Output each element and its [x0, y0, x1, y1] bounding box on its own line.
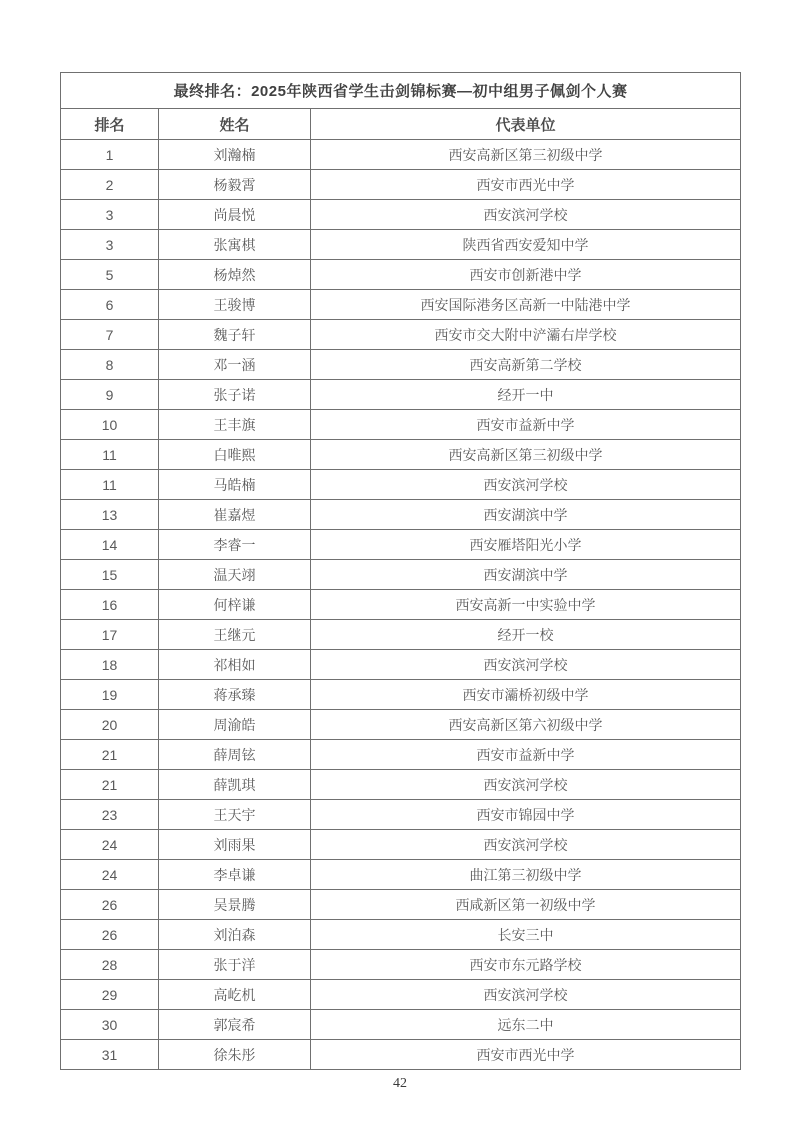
rank-cell: 28 [61, 950, 159, 980]
unit-cell: 西安滨河学校 [311, 830, 741, 860]
rank-cell: 16 [61, 590, 159, 620]
unit-cell: 陕西省西安爱知中学 [311, 230, 741, 260]
table-row [61, 440, 741, 470]
table-row [61, 890, 741, 920]
rank-cell: 9 [61, 380, 159, 410]
unit-cell: 西安市益新中学 [311, 740, 741, 770]
rank-cell: 17 [61, 620, 159, 650]
rank-cell: 15 [61, 560, 159, 590]
name-cell: 崔嘉煜 [159, 500, 311, 530]
name-cell: 薛周铉 [159, 740, 311, 770]
table-row [61, 590, 741, 620]
name-cell: 高屹机 [159, 980, 311, 1010]
rank-cell: 18 [61, 650, 159, 680]
name-cell: 马皓楠 [159, 470, 311, 500]
table-title-row [61, 73, 741, 109]
unit-cell: 曲江第三初级中学 [311, 860, 741, 890]
name-cell: 薛凯琪 [159, 770, 311, 800]
name-cell: 刘泊森 [159, 920, 311, 950]
table-row [61, 290, 741, 320]
table-row [61, 710, 741, 740]
table-row [61, 530, 741, 560]
rank-cell: 1 [61, 140, 159, 170]
rank-cell: 24 [61, 830, 159, 860]
unit-cell: 西安滨河学校 [311, 980, 741, 1010]
name-cell: 张子诺 [159, 380, 311, 410]
table-row [61, 230, 741, 260]
table-row [61, 770, 741, 800]
name-cell: 徐朱彤 [159, 1040, 311, 1070]
rank-cell: 29 [61, 980, 159, 1010]
unit-cell: 经开一校 [311, 620, 741, 650]
name-cell: 吴景腾 [159, 890, 311, 920]
unit-cell: 西安雁塔阳光小学 [311, 530, 741, 560]
name-cell: 王骏博 [159, 290, 311, 320]
table-row [61, 920, 741, 950]
name-cell: 杨焯然 [159, 260, 311, 290]
unit-cell: 西安高新区第三初级中学 [311, 140, 741, 170]
rank-cell: 10 [61, 410, 159, 440]
table-row [61, 410, 741, 440]
header-rank: 排名 [61, 109, 159, 140]
rank-cell: 5 [61, 260, 159, 290]
rank-cell: 23 [61, 800, 159, 830]
table-row [61, 350, 741, 380]
name-cell: 周渝皓 [159, 710, 311, 740]
unit-cell: 西安市益新中学 [311, 410, 741, 440]
name-cell: 白唯熙 [159, 440, 311, 470]
table-row [61, 500, 741, 530]
rank-cell: 3 [61, 230, 159, 260]
rank-cell: 26 [61, 890, 159, 920]
rank-cell: 11 [61, 440, 159, 470]
rank-cell: 21 [61, 740, 159, 770]
unit-cell: 西安市锦园中学 [311, 800, 741, 830]
unit-cell: 西安滨河学校 [311, 470, 741, 500]
rank-cell: 26 [61, 920, 159, 950]
unit-cell: 西安市灞桥初级中学 [311, 680, 741, 710]
ranking-table [60, 72, 741, 1070]
table-row [61, 1040, 741, 1070]
unit-cell: 西安高新区第六初级中学 [311, 710, 741, 740]
name-cell: 李卓谦 [159, 860, 311, 890]
unit-cell: 西安市创新港中学 [311, 260, 741, 290]
rank-cell: 11 [61, 470, 159, 500]
rank-cell: 31 [61, 1040, 159, 1070]
page-number: 42 [393, 1076, 407, 1091]
unit-cell: 西安滨河学校 [311, 650, 741, 680]
table-row [61, 470, 741, 500]
table-header-row [61, 109, 741, 140]
name-cell: 郭宸希 [159, 1010, 311, 1040]
unit-cell: 西安湖滨中学 [311, 500, 741, 530]
table-body [61, 140, 741, 1070]
name-cell: 张于洋 [159, 950, 311, 980]
table-row [61, 200, 741, 230]
rank-cell: 21 [61, 770, 159, 800]
table-row [61, 950, 741, 980]
table-row [61, 1010, 741, 1040]
rank-cell: 24 [61, 860, 159, 890]
table-row [61, 380, 741, 410]
rank-cell: 2 [61, 170, 159, 200]
name-cell: 祁相如 [159, 650, 311, 680]
rank-cell: 19 [61, 680, 159, 710]
rank-cell: 7 [61, 320, 159, 350]
table-row [61, 650, 741, 680]
header-unit: 代表单位 [311, 109, 741, 140]
unit-cell: 西安滨河学校 [311, 200, 741, 230]
table-row [61, 620, 741, 650]
table-row [61, 800, 741, 830]
unit-cell: 西安高新一中实验中学 [311, 590, 741, 620]
name-cell: 邓一涵 [159, 350, 311, 380]
rank-cell: 13 [61, 500, 159, 530]
unit-cell: 西安市东元路学校 [311, 950, 741, 980]
unit-cell: 西安滨河学校 [311, 770, 741, 800]
table-title: 最终排名：2025年陕西省学生击剑锦标赛—初中组男子佩剑个人赛 [61, 73, 741, 109]
unit-cell: 西安高新第二学校 [311, 350, 741, 380]
table-row [61, 260, 741, 290]
unit-cell: 西咸新区第一初级中学 [311, 890, 741, 920]
unit-cell: 西安市西光中学 [311, 170, 741, 200]
table-row [61, 170, 741, 200]
table-row [61, 680, 741, 710]
rank-cell: 20 [61, 710, 159, 740]
name-cell: 王丰旗 [159, 410, 311, 440]
name-cell: 刘瀚楠 [159, 140, 311, 170]
name-cell: 张寓棋 [159, 230, 311, 260]
name-cell: 王继元 [159, 620, 311, 650]
name-cell: 蒋承臻 [159, 680, 311, 710]
unit-cell: 西安市西光中学 [311, 1040, 741, 1070]
name-cell: 杨毅霄 [159, 170, 311, 200]
rank-cell: 6 [61, 290, 159, 320]
unit-cell: 西安国际港务区高新一中陆港中学 [311, 290, 741, 320]
table-row [61, 320, 741, 350]
rank-cell: 3 [61, 200, 159, 230]
rank-cell: 8 [61, 350, 159, 380]
name-cell: 李睿一 [159, 530, 311, 560]
header-name: 姓名 [159, 109, 311, 140]
name-cell: 何梓谦 [159, 590, 311, 620]
table-row [61, 560, 741, 590]
name-cell: 刘雨果 [159, 830, 311, 860]
table-row [61, 740, 741, 770]
table-row [61, 830, 741, 860]
unit-cell: 西安高新区第三初级中学 [311, 440, 741, 470]
unit-cell: 远东二中 [311, 1010, 741, 1040]
name-cell: 温天翊 [159, 560, 311, 590]
unit-cell: 经开一中 [311, 380, 741, 410]
unit-cell: 长安三中 [311, 920, 741, 950]
name-cell: 王天宇 [159, 800, 311, 830]
table-row [61, 980, 741, 1010]
rank-cell: 14 [61, 530, 159, 560]
unit-cell: 西安湖滨中学 [311, 560, 741, 590]
table-row [61, 140, 741, 170]
name-cell: 魏子轩 [159, 320, 311, 350]
unit-cell: 西安市交大附中浐灞右岸学校 [311, 320, 741, 350]
name-cell: 尚晨悦 [159, 200, 311, 230]
table-row [61, 860, 741, 890]
rank-cell: 30 [61, 1010, 159, 1040]
